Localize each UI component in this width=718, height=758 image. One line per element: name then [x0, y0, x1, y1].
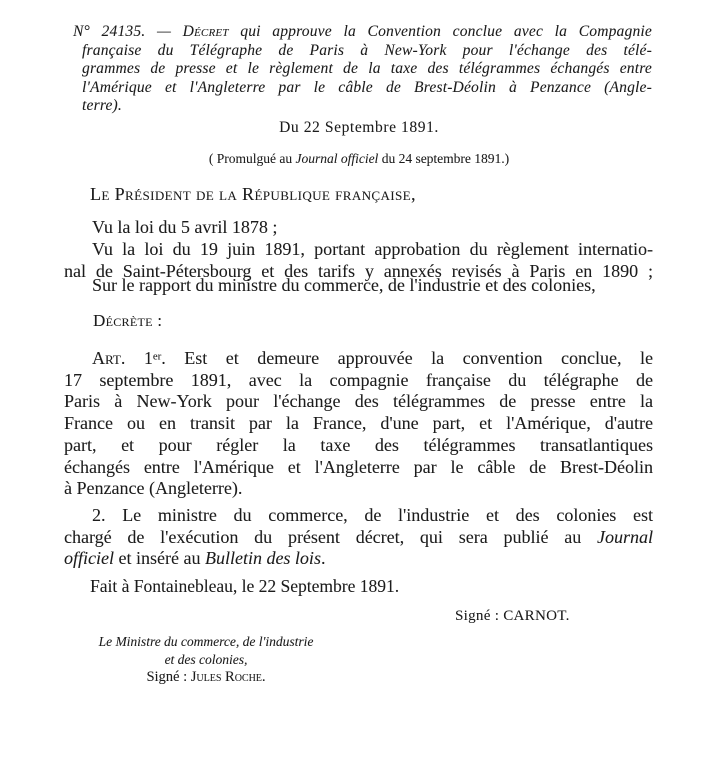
article-1-line: France ou en transit par la France, d'une part, et l'Amérique, d'autre — [64, 413, 653, 434]
article-1-line: échangés entre l'Amérique et l'Angleterre par le câble de Brest-Déolin — [64, 456, 653, 477]
article-1-label: Art. — [92, 348, 126, 368]
signature-jules-roche — [60, 669, 352, 686]
decree-title-line: terre). — [82, 97, 122, 115]
article-1-ordinal: er — [152, 350, 162, 363]
article-1 — [64, 348, 653, 500]
decree-title-block — [73, 23, 652, 116]
article-1-text: . Est et demeure approuvée la convention conclue, le — [161, 348, 653, 368]
decree-title-line: grammes de presse et le règlement de la taxe des télégrammes échangés entre — [82, 60, 652, 78]
signature-name: CARNOT. — [503, 608, 570, 624]
article-2-text: et inséré au — [113, 548, 205, 569]
decree-date: Du 22 Septembre 1891. — [279, 119, 439, 136]
article-2-line: 2. Le ministre du commerce, de l'industrie et des colonies est — [92, 505, 653, 525]
visa-law-1891-line: Vu la loi du 19 juin 1891, portant approbation du règlement internatio- — [92, 239, 653, 259]
minister-title-line: et des colonies, — [164, 651, 248, 667]
article-2-text: . — [320, 548, 326, 569]
bulletin-des-lois-ref: Bulletin des lois — [204, 548, 321, 569]
signature-name: Jules Roche. — [190, 669, 266, 685]
promulgation-note — [0, 151, 718, 167]
countersignature-minister-title — [60, 633, 352, 668]
decree-title-line: française du Télégraphe de Paris à New-York pour l'échange des télé- — [82, 41, 652, 59]
article-1-line: à Penzance (Angleterre). — [64, 478, 243, 499]
article-2 — [64, 505, 653, 570]
article-2-line — [64, 548, 653, 570]
visa-law-1878: Vu la loi du 5 avril 1878 ; — [92, 217, 278, 237]
article-1-line — [64, 348, 653, 370]
signature-carnot — [455, 608, 570, 625]
decree-title-text: qui approuve la Convention conclue avec la Compagnie — [228, 23, 652, 40]
closing-place-date: Fait à Fontainebleau, le 22 Septembre 1891. — [90, 576, 400, 596]
article-2-text: chargé de l'exécution du présent décret, qui sera publié au — [64, 526, 597, 547]
journal-officiel-ref: officiel — [64, 548, 114, 569]
president-line: Le Président de la République française, — [90, 184, 416, 204]
decrete-line: Décrète : — [93, 311, 163, 330]
decree-title-line — [73, 23, 652, 42]
signature-label: Signé : — [455, 608, 504, 624]
signature-label: Signé : — [146, 669, 191, 685]
report-line: Sur le rapport du ministre du commerce, de l'industrie et des colonies, — [92, 275, 596, 295]
article-1-line: 17 septembre 1891, avec la compagnie française du télégraphe de — [64, 369, 653, 390]
visa-law-1891-line: nal de Saint-Pétersbourg et des tarifs y annexés revisés à Paris en 1890 ; — [64, 260, 653, 281]
journal-officiel-ref: Journal — [597, 526, 653, 547]
promulgation-close: du 24 septembre 1891.) — [378, 151, 510, 166]
article-1-line: Paris à New-York pour l'échange des télégrammes de presse entre la — [64, 391, 653, 412]
article-1-number: 1 — [125, 348, 153, 368]
article-1-line: part, et pour régler la taxe des télégrammes transatlantiques — [64, 434, 653, 455]
minister-title-line: Le Ministre du commerce, de l'industrie — [98, 634, 314, 649]
promulgation-open: ( Promulgué au — [208, 151, 296, 166]
decree-word: Décret — [182, 23, 229, 40]
article-2-line — [64, 527, 653, 549]
decree-title-line: l'Amérique et l'Angleterre par le câble de Brest-Déolin à Penzance (Angle- — [82, 78, 652, 96]
journal-officiel-ref: Journal officiel — [295, 151, 379, 166]
decree-number: N° 24135. — — [73, 23, 183, 40]
